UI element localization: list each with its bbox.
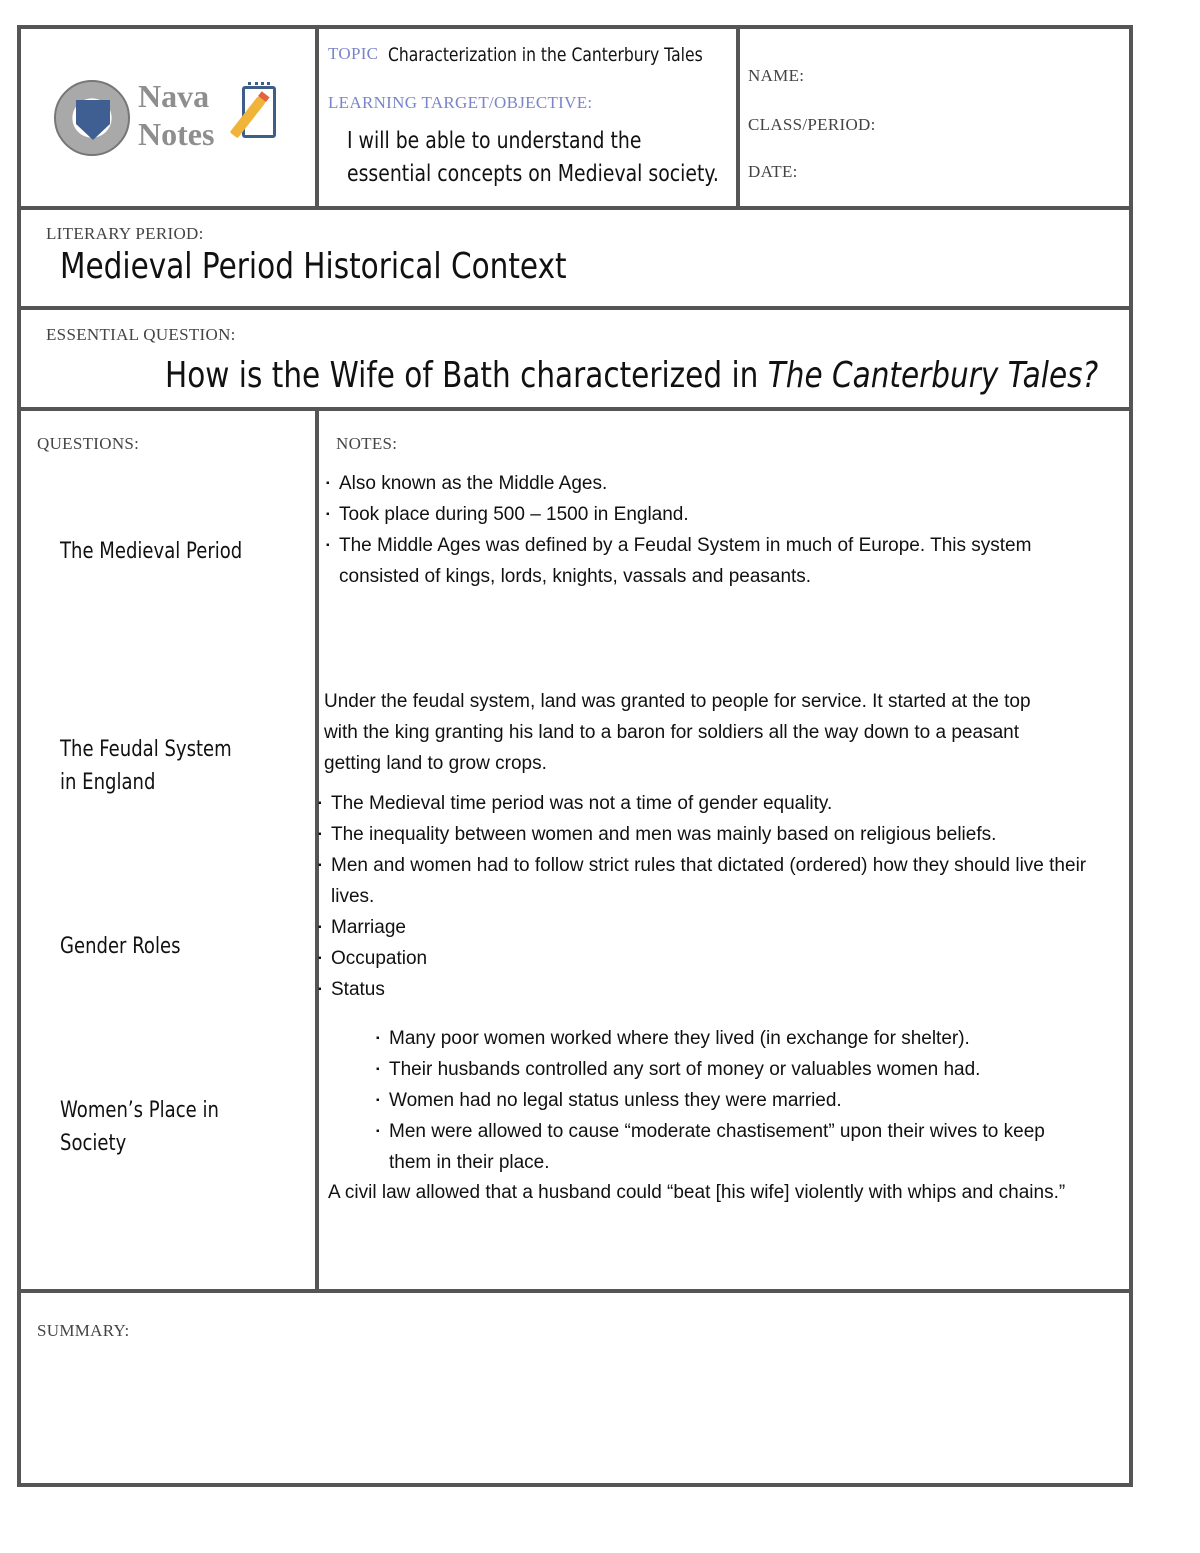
divider (19, 306, 1131, 310)
date-label: DATE: (748, 162, 798, 181)
divider (736, 27, 740, 208)
question-feudal-system: The Feudal System in England (60, 737, 232, 795)
essential-question (165, 355, 1098, 396)
list-item: ▪ Many poor women worked where they lived (in exchange for shelter). (376, 1023, 1076, 1054)
questions-label: QUESTIONS: (37, 434, 140, 453)
name-label: NAME: (748, 66, 805, 85)
list-item: ▪ Men were allowed to cause “moderate chastisement” upon their wives to keep them in their place. (376, 1116, 1076, 1178)
divider (315, 27, 319, 208)
topic-value: Characterization in the Canterbury Tales (388, 44, 703, 66)
literary-period-value: Medieval Period Historical Context (60, 246, 567, 287)
list-item: ▪ Their husbands controlled any sort of money or valuables women had. (376, 1054, 1076, 1085)
list-item: ▪ Marriage (318, 912, 1113, 943)
notes-label: NOTES: (336, 434, 398, 453)
essential-question-label: ESSENTIAL QUESTION: (46, 325, 236, 344)
essential-question-book-title: The Canterbury Tales (767, 355, 1083, 396)
logo-line-2: Notes (138, 116, 215, 152)
paragraph: A civil law allowed that a husband could “beat [his wife] violently with whips and chains.” (328, 1182, 1066, 1203)
literary-period-label: LITERARY PERIOD: (46, 224, 204, 243)
question-medieval-period: The Medieval Period (60, 539, 243, 564)
school-seal-icon (54, 80, 130, 156)
divider (19, 1289, 1131, 1293)
paragraph: Under the feudal system, land was granted to people for service. It started at the top with the king granting his land to a baron for soldiers all the way down to a peasant getting land to grow crops. (324, 691, 1031, 774)
notes-medieval-period (326, 468, 1096, 592)
objective-label: LEARNING TARGET/OBJECTIVE: (328, 93, 593, 112)
notes-womens-place (376, 1023, 1076, 1178)
notes-civil-law (328, 1177, 1068, 1208)
topic-label: TOPIC (328, 44, 379, 63)
list-item: ▪ The Middle Ages was defined by a Feudal System in much of Europe. This system consisted of kings, lords, knights, vassals and peasants. (326, 530, 1096, 592)
summary-label: SUMMARY: (37, 1321, 130, 1340)
notes-gender-roles (318, 788, 1113, 1005)
divider (19, 407, 1131, 411)
list-item: ▪ The inequality between women and men was mainly based on religious beliefs. (318, 819, 1113, 850)
essential-question-mark: ? (1082, 355, 1099, 396)
objective-value: I will be able to understand the essential concepts on Medieval society. (347, 128, 719, 187)
list-item: ▪ Occupation (318, 943, 1113, 974)
list-item: ▪ Also known as the Middle Ages. (326, 468, 1096, 499)
list-item: ▪ Men and women had to follow strict rules that dictated (ordered) how they should live their lives. (318, 850, 1113, 912)
essential-question-text: How is the Wife of Bath characterized in (165, 355, 768, 396)
logo-line-1: Nava (138, 78, 210, 114)
divider (19, 206, 1131, 210)
class-period-label: CLASS/PERIOD: (748, 115, 876, 134)
list-item: ▪ The Medieval time period was not a time of gender equality. (318, 788, 1113, 819)
notes-feudal-system (324, 686, 1064, 779)
list-item: ▪ Took place during 500 – 1500 in England. (326, 499, 1096, 530)
list-item: ▪ Status (318, 974, 1113, 1005)
list-item: ▪ Women had no legal status unless they were married. (376, 1085, 1076, 1116)
question-womens-place: Women’s Place in Society (60, 1098, 219, 1156)
question-gender-roles: Gender Roles (60, 934, 181, 959)
